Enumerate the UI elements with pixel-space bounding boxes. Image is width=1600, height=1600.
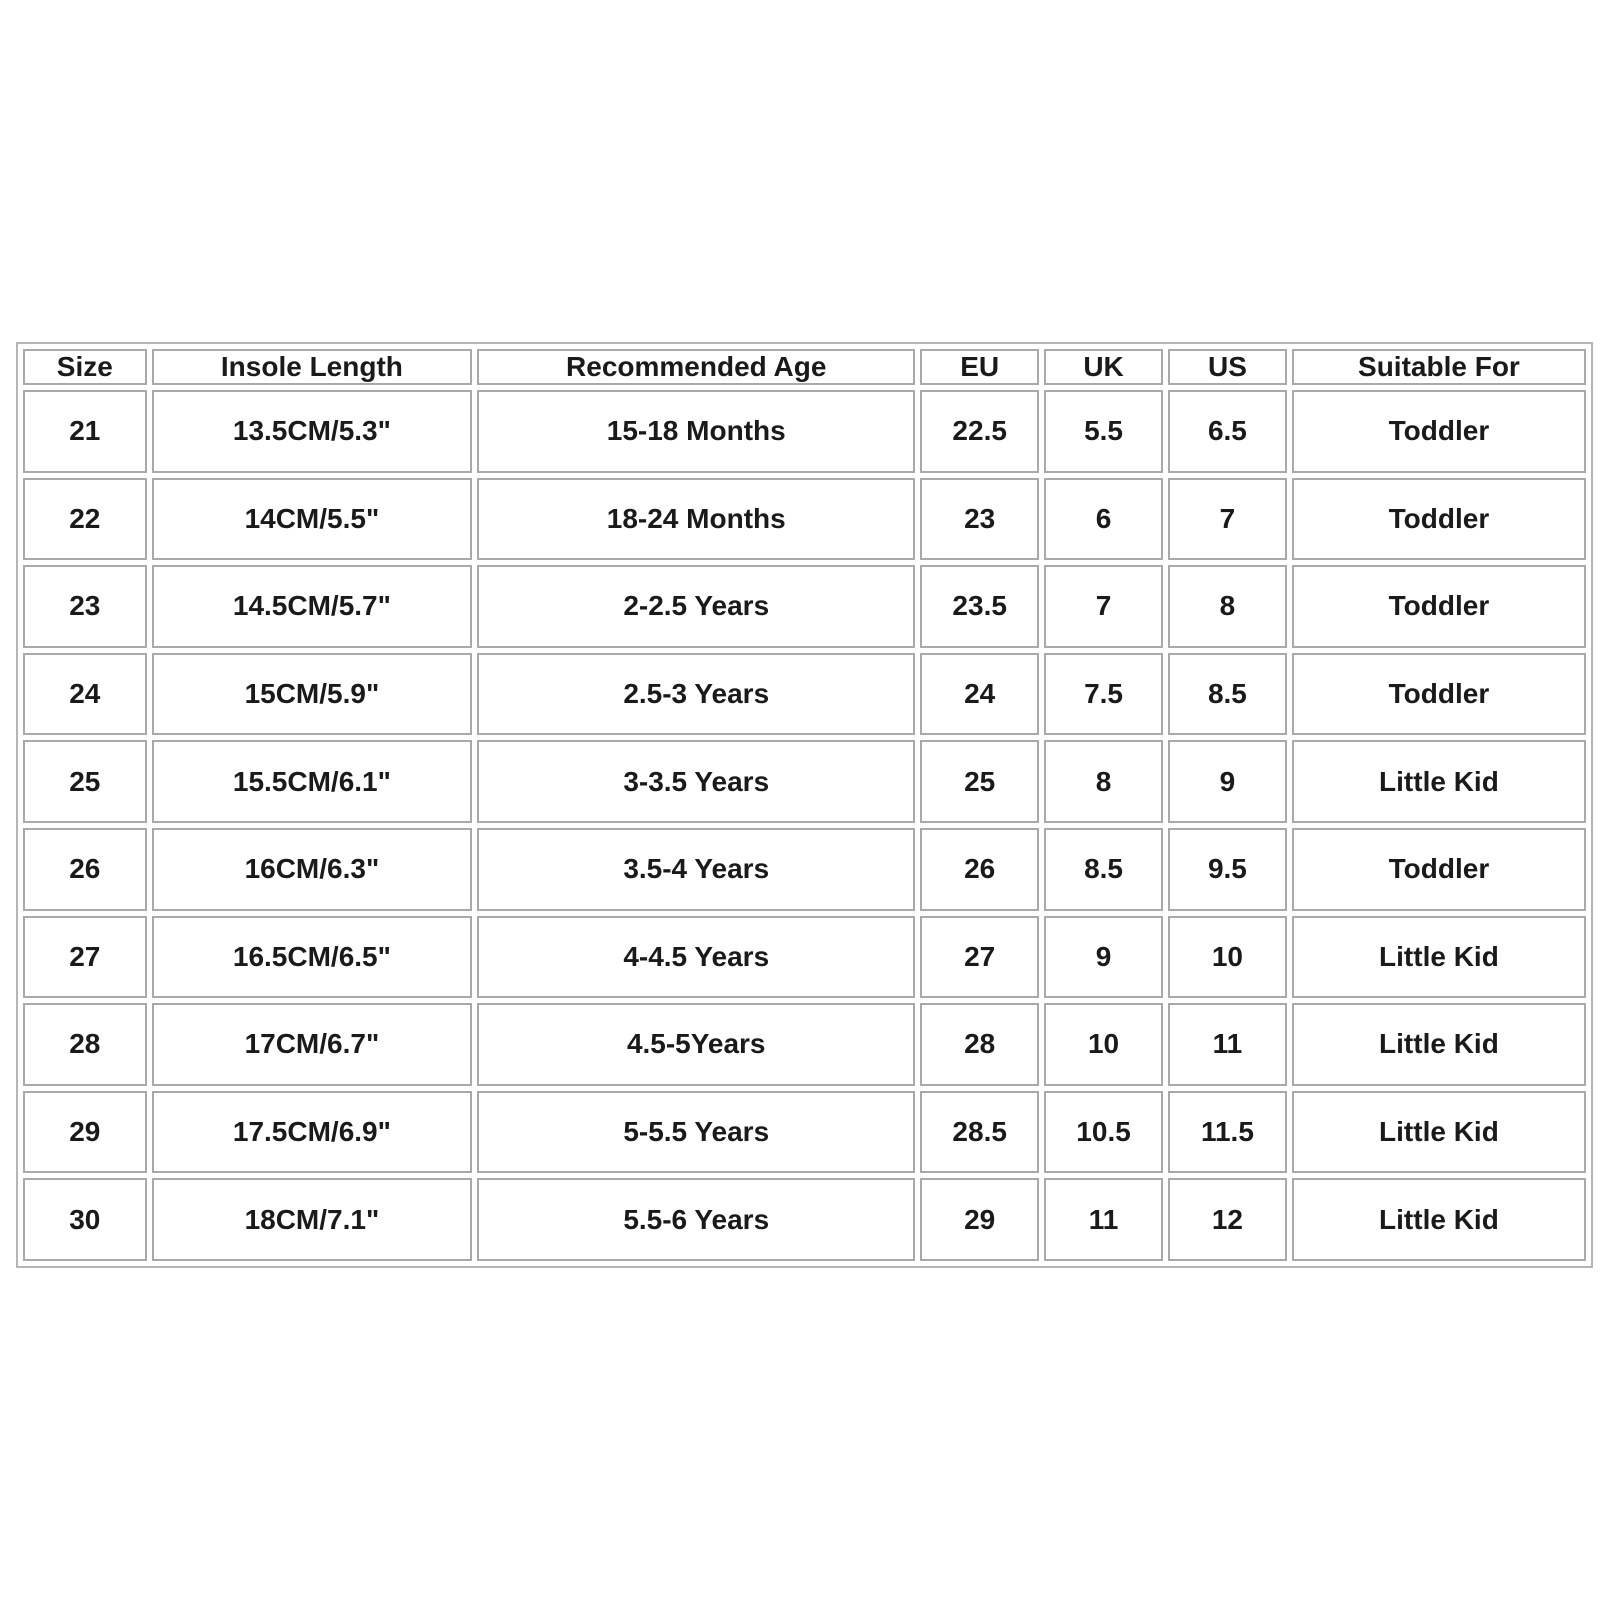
- size-chart-table: [18, 344, 1591, 1266]
- cell-recommended-age: 2-2.5 Years: [477, 565, 915, 648]
- cell-uk: 10: [1044, 1003, 1163, 1086]
- cell-eu: 24: [920, 653, 1039, 736]
- table-row: [23, 1178, 1586, 1261]
- cell-eu: 28: [920, 1003, 1039, 1086]
- cell-suitable-for: Toddler: [1292, 390, 1586, 473]
- cell-uk: 8: [1044, 740, 1163, 823]
- cell-size: 25: [23, 740, 147, 823]
- table-row: [23, 390, 1586, 473]
- cell-us: 11: [1168, 1003, 1287, 1086]
- cell-insole-length: 14CM/5.5": [152, 478, 473, 561]
- cell-size: 22: [23, 478, 147, 561]
- cell-us: 10: [1168, 916, 1287, 999]
- cell-eu: 26: [920, 828, 1039, 911]
- cell-eu: 29: [920, 1178, 1039, 1261]
- cell-eu: 23: [920, 478, 1039, 561]
- cell-recommended-age: 4.5-5Years: [477, 1003, 915, 1086]
- cell-suitable-for: Toddler: [1292, 653, 1586, 736]
- cell-eu: 25: [920, 740, 1039, 823]
- cell-recommended-age: 2.5-3 Years: [477, 653, 915, 736]
- cell-eu: 28.5: [920, 1091, 1039, 1174]
- cell-insole-length: 17CM/6.7": [152, 1003, 473, 1086]
- cell-size: 23: [23, 565, 147, 648]
- cell-size: 27: [23, 916, 147, 999]
- cell-uk: 6: [1044, 478, 1163, 561]
- table-row: [23, 1091, 1586, 1174]
- cell-size: 26: [23, 828, 147, 911]
- table-row: [23, 653, 1586, 736]
- cell-recommended-age: 5-5.5 Years: [477, 1091, 915, 1174]
- cell-recommended-age: 4-4.5 Years: [477, 916, 915, 999]
- cell-suitable-for: Little Kid: [1292, 1091, 1586, 1174]
- cell-recommended-age: 18-24 Months: [477, 478, 915, 561]
- cell-size: 29: [23, 1091, 147, 1174]
- table-row: [23, 828, 1586, 911]
- cell-size: 24: [23, 653, 147, 736]
- header-uk: UK: [1044, 349, 1163, 385]
- cell-insole-length: 16.5CM/6.5": [152, 916, 473, 999]
- cell-recommended-age: 3-3.5 Years: [477, 740, 915, 823]
- cell-insole-length: 14.5CM/5.7": [152, 565, 473, 648]
- cell-size: 21: [23, 390, 147, 473]
- cell-suitable-for: Toddler: [1292, 565, 1586, 648]
- cell-us: 9.5: [1168, 828, 1287, 911]
- cell-uk: 7.5: [1044, 653, 1163, 736]
- cell-us: 12: [1168, 1178, 1287, 1261]
- cell-uk: 10.5: [1044, 1091, 1163, 1174]
- cell-suitable-for: Little Kid: [1292, 740, 1586, 823]
- cell-uk: 11: [1044, 1178, 1163, 1261]
- cell-recommended-age: 15-18 Months: [477, 390, 915, 473]
- cell-suitable-for: Little Kid: [1292, 1003, 1586, 1086]
- cell-insole-length: 17.5CM/6.9": [152, 1091, 473, 1174]
- cell-uk: 8.5: [1044, 828, 1163, 911]
- cell-us: 9: [1168, 740, 1287, 823]
- cell-eu: 23.5: [920, 565, 1039, 648]
- size-chart-frame: [16, 342, 1593, 1268]
- cell-uk: 7: [1044, 565, 1163, 648]
- header-eu: EU: [920, 349, 1039, 385]
- cell-us: 8.5: [1168, 653, 1287, 736]
- table-row: [23, 1003, 1586, 1086]
- header-insole-length: Insole Length: [152, 349, 473, 385]
- cell-size: 28: [23, 1003, 147, 1086]
- cell-eu: 27: [920, 916, 1039, 999]
- cell-size: 30: [23, 1178, 147, 1261]
- header-size: Size: [23, 349, 147, 385]
- cell-insole-length: 15CM/5.9": [152, 653, 473, 736]
- cell-insole-length: 13.5CM/5.3": [152, 390, 473, 473]
- cell-eu: 22.5: [920, 390, 1039, 473]
- table-row: [23, 740, 1586, 823]
- cell-us: 8: [1168, 565, 1287, 648]
- cell-insole-length: 15.5CM/6.1": [152, 740, 473, 823]
- table-row: [23, 478, 1586, 561]
- cell-us: 6.5: [1168, 390, 1287, 473]
- cell-suitable-for: Little Kid: [1292, 916, 1586, 999]
- cell-insole-length: 18CM/7.1": [152, 1178, 473, 1261]
- header-suitable-for: Suitable For: [1292, 349, 1586, 385]
- header-us: US: [1168, 349, 1287, 385]
- cell-uk: 9: [1044, 916, 1163, 999]
- header-recommended-age: Recommended Age: [477, 349, 915, 385]
- cell-us: 11.5: [1168, 1091, 1287, 1174]
- table-row: [23, 565, 1586, 648]
- cell-insole-length: 16CM/6.3": [152, 828, 473, 911]
- table-row: [23, 916, 1586, 999]
- cell-suitable-for: Little Kid: [1292, 1178, 1586, 1261]
- cell-recommended-age: 3.5-4 Years: [477, 828, 915, 911]
- cell-us: 7: [1168, 478, 1287, 561]
- cell-suitable-for: Toddler: [1292, 828, 1586, 911]
- header-row: [23, 349, 1586, 385]
- cell-uk: 5.5: [1044, 390, 1163, 473]
- cell-suitable-for: Toddler: [1292, 478, 1586, 561]
- cell-recommended-age: 5.5-6 Years: [477, 1178, 915, 1261]
